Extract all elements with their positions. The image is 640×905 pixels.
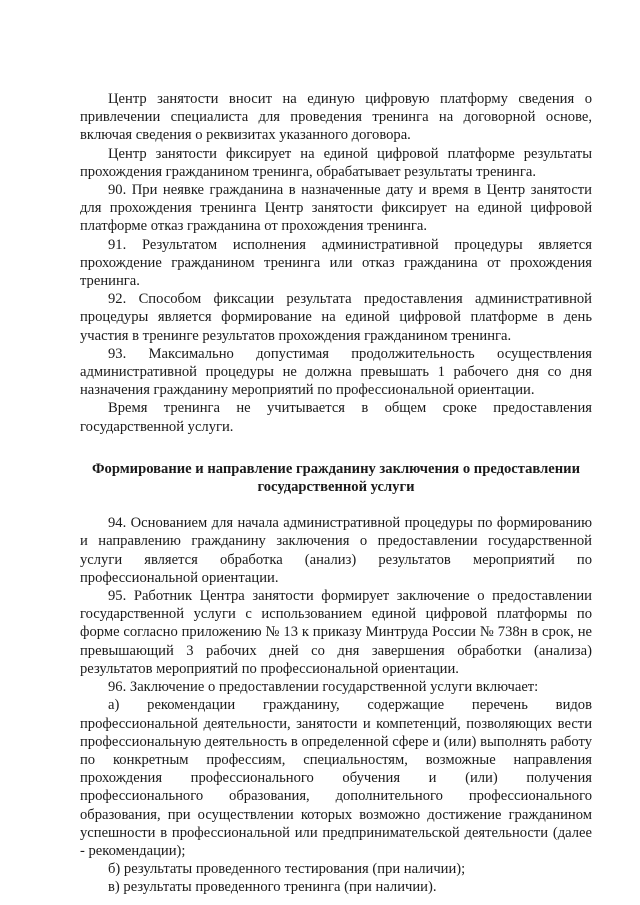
paragraph-item-90: 90. При неявке гражданина в назначенные дату и время в Центр занятости для прохождения тренинга Центр занятости фиксирует на единой цифровой платформе отказ гражданина от прохождения тренинга. xyxy=(80,182,592,235)
paragraph-item-93: 93. Максимально допустимая продолжительность осуществления административной процедуры не должна превышать 1 рабочего дня со дня назначения гражданину мероприятий по профессиональной ориентации. xyxy=(80,345,592,399)
paragraph: Центр занятости фиксирует на единой цифровой платформе результаты прохождения гражданином тренинга, обрабатывает результаты тренинга. xyxy=(80,145,592,180)
list-item-c: в) результаты проведенного тренинга (при наличии). xyxy=(108,879,437,896)
paragraph-item-95: 95. Работник Центра занятости формирует заключение о предоставлении государственной услуги с использованием единой цифровой платформы по форме согласно приложению № 13 к приказу Минтруда России № 738н в срок, не превышающий 3 рабочих дней со дня завершения обработки (анализа) результатов мероприятий по профессиональной ориентации. xyxy=(80,588,592,677)
paragraph-item-96: 96. Заключение о предоставлении государственной услуги включает: xyxy=(108,679,539,696)
paragraph: Центр занятости вносит на единую цифровую платформу сведения о привлечении специалиста для проведения тренинга на договорной основе, включая сведения о реквизитах указанного договора. xyxy=(80,91,592,144)
paragraph-item-92: 92. Способом фиксации результата предоставления административной процедуры является формирование на единой цифровой платформе в день участия в тренинге результатов прохождения гражданином тренинга. xyxy=(80,291,592,344)
section-conclusion xyxy=(80,514,592,896)
list-item-a: а) рекомендации гражданину, содержащие перечень видов профессиональной деятельности, занятости и компетенций, позволяющих вести профессиональную деятельность в определенной сфере и (или) выполнять работу по конкретным профессиям, специальностям, возможные направления прохождения профессионального обучения и (или) получения профессионального образования, дополнительного профессионального образования, при осуществлении которых возможно достижение гражданином успешности в профессиональной или предпринимательской деятельности (далее - рекомендации); xyxy=(80,697,592,859)
paragraph-item-94: 94. Основанием для начала административной процедуры по формированию и направлению гражданину заключения о предоставлении государственной услуги является обработка (анализ) результатов мероприятий по профессиональной ориентации. xyxy=(80,515,592,586)
document-page xyxy=(80,90,592,897)
section-heading: Формирование и направление гражданину заключения о предоставлении государственной услуги xyxy=(92,460,580,496)
paragraph-item-91: 91. Результатом исполнения административной процедуры является прохождение гражданином тренинга или отказ гражданина от прохождения тренинга. xyxy=(80,236,592,290)
paragraph: Время тренинга не учитывается в общем сроке предоставления государственной услуги. xyxy=(80,400,592,435)
list-item-b: б) результаты проведенного тестирования (при наличии); xyxy=(108,861,466,878)
section-tranings xyxy=(80,90,592,436)
